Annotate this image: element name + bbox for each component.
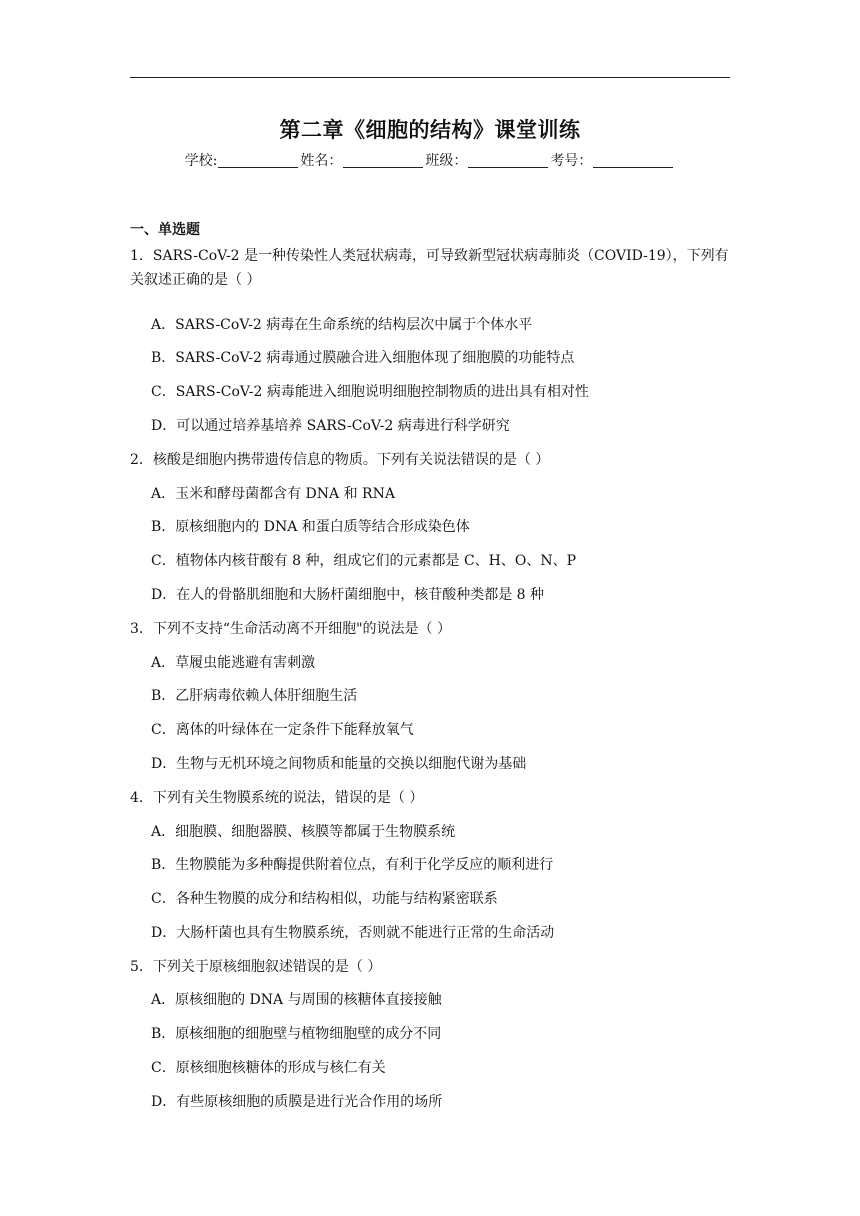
option-item: D．在人的骨骼肌细胞和大肠杆菌细胞中，核苷酸种类都是 8 种 bbox=[151, 587, 545, 603]
option-item: D．生物与无机环境之间物质和能量的交换以细胞代谢为基础 bbox=[151, 756, 527, 772]
header-rule bbox=[130, 77, 730, 78]
option-item: D．有些原核细胞的质膜是进行光合作用的场所 bbox=[151, 1094, 443, 1110]
option-item: B．SARS-CoV-2 病毒通过膜融合进入细胞体现了细胞膜的功能特点 bbox=[151, 350, 575, 366]
class-blank[interactable] bbox=[468, 153, 548, 168]
exam-no-blank[interactable] bbox=[593, 153, 673, 168]
option-item: B．乙肝病毒依赖人体肝细胞生活 bbox=[151, 688, 358, 704]
option-item: D．可以通过培养基培养 SARS-CoV-2 病毒进行科学研究 bbox=[151, 418, 510, 434]
option-item: A．草履虫能逃避有害刺激 bbox=[151, 655, 316, 671]
section-title: 一、单选题 bbox=[130, 222, 200, 238]
exam-no-label: 考号： bbox=[550, 153, 593, 169]
option-item: B．原核细胞内的 DNA 和蛋白质等结合形成染色体 bbox=[151, 519, 470, 535]
option-item: C．各种生物膜的成分和结构相似，功能与结构紧密联系 bbox=[151, 891, 498, 907]
option-item: B．生物膜能为多种酶提供附着位点，有利于化学反应的顺利进行 bbox=[151, 857, 554, 873]
school-label: 学校: bbox=[184, 153, 218, 169]
class-label: 班级： bbox=[425, 153, 468, 169]
option-item: A．玉米和酵母菌都含有 DNA 和 RNA bbox=[151, 486, 395, 502]
option-item: C．SARS-CoV-2 病毒能进入细胞说明细胞控制物质的进出具有相对性 bbox=[151, 384, 589, 400]
name-blank[interactable] bbox=[343, 153, 423, 168]
option-item: C．离体的叶绿体在一定条件下能释放氧气 bbox=[151, 722, 414, 738]
option-item: A．SARS-CoV-2 病毒在生命系统的结构层次中属于个体水平 bbox=[151, 317, 533, 333]
option-item: C．原核细胞核糖体的形成与核仁有关 bbox=[151, 1060, 386, 1076]
page-title: 第二章《细胞的结构》课堂训练 bbox=[279, 117, 581, 142]
question-stem: 4．下列有关生物膜系统的说法，错误的是（ ） bbox=[130, 790, 424, 806]
option-item: C．植物体内核苷酸有 8 种，组成它们的元素都是 C、H、O、N、P bbox=[151, 553, 577, 569]
student-info-line bbox=[0, 150, 860, 170]
name-label: 姓名： bbox=[300, 153, 343, 169]
question-stem: 1．SARS-CoV-2 是一种传染性人类冠状病毒，可导致新型冠状病毒肺炎（COVID-19），下列有关叙述正确的是（ ） bbox=[130, 248, 729, 288]
question-stem: 3．下列不支持“生命活动离不开细胞"的说法是（ ） bbox=[130, 621, 451, 637]
option-item: D．大肠杆菌也具有生物膜系统，否则就不能进行正常的生命活动 bbox=[151, 925, 555, 941]
option-item: B．原核细胞的细胞壁与植物细胞壁的成分不同 bbox=[151, 1026, 442, 1042]
question-stem: 5．下列关于原核细胞叙述错误的是（ ） bbox=[130, 959, 382, 975]
school-blank[interactable] bbox=[218, 153, 298, 168]
option-item: A．细胞膜、细胞器膜、核膜等都属于生物膜系统 bbox=[151, 824, 456, 840]
question-stem: 2．核酸是细胞内携带遗传信息的物质。下列有关说法错误的是（ ） bbox=[130, 452, 550, 468]
option-item: A．原核细胞的 DNA 与周围的核糖体直接接触 bbox=[151, 992, 442, 1008]
